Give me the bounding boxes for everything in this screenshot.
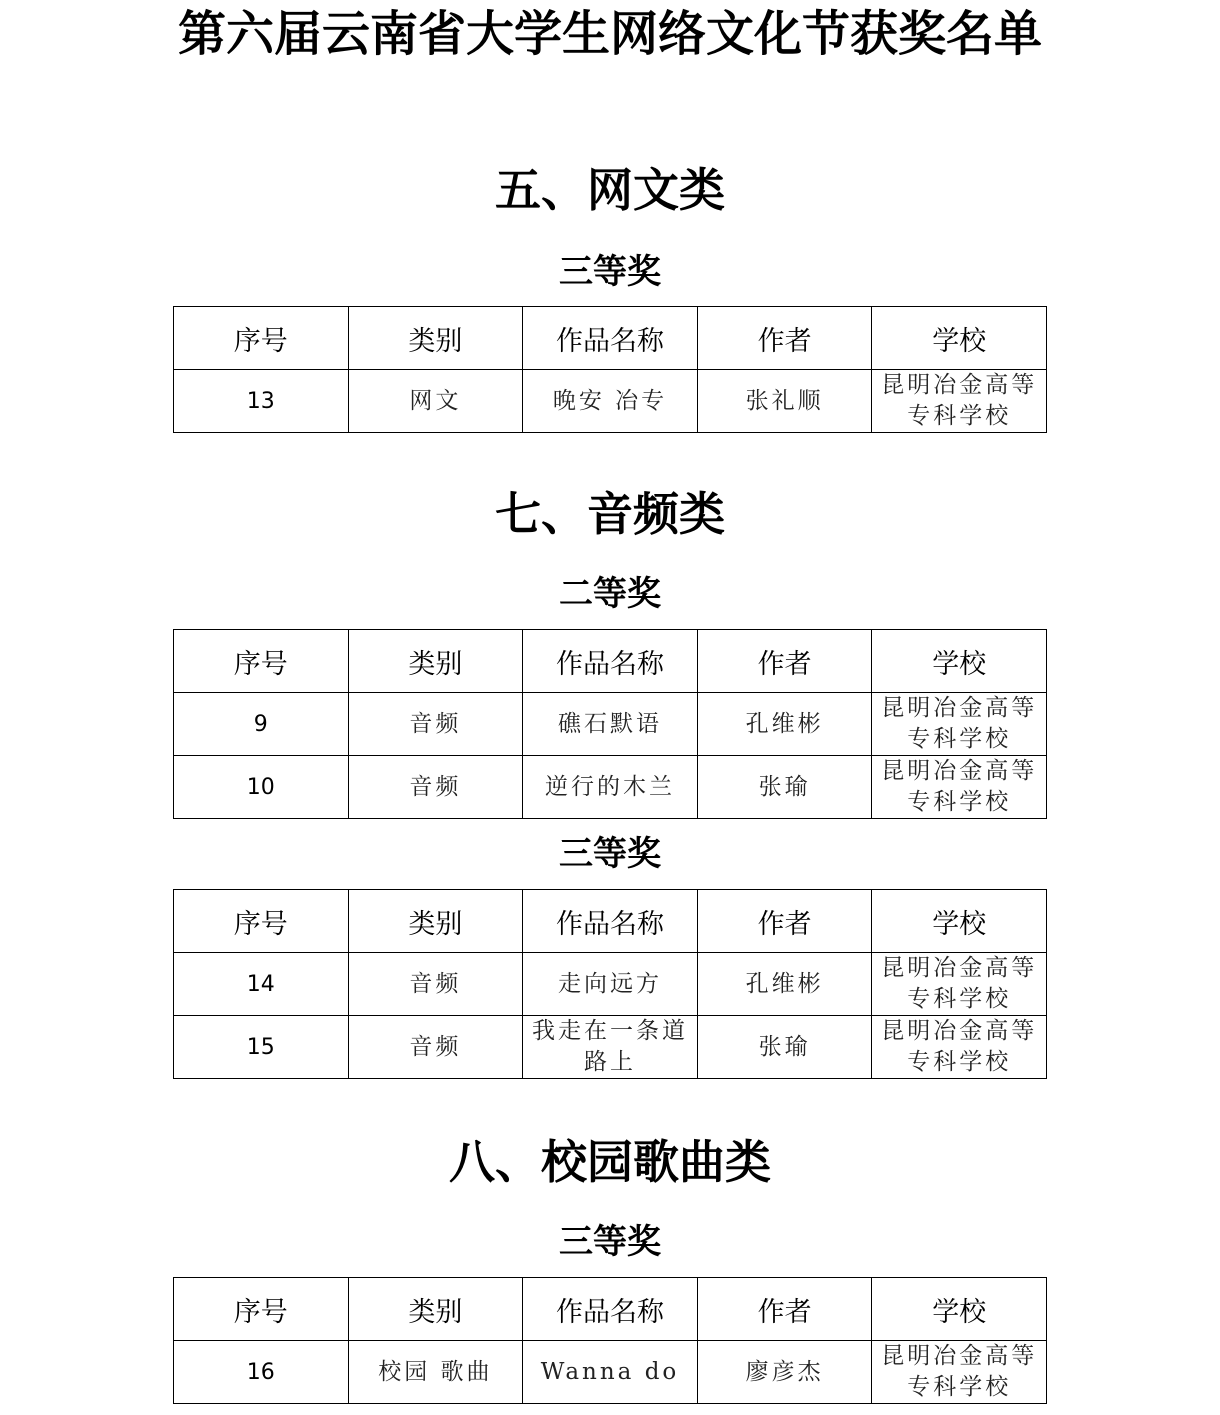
table-header-row xyxy=(174,1278,1047,1341)
section-heading-audio: 七、音频类 xyxy=(495,487,725,541)
header-category: 类别 xyxy=(348,1278,523,1341)
section-heading-web-literature: 五、网文类 xyxy=(495,163,725,217)
cell-no: 9 xyxy=(174,693,349,756)
cell-work: 走向远方 xyxy=(523,953,698,1016)
cell-school: 昆明冶金高等专科学校 xyxy=(872,1016,1047,1079)
cell-school: 昆明冶金高等专科学校 xyxy=(872,370,1047,433)
table-row xyxy=(174,953,1047,1016)
header-work: 作品名称 xyxy=(523,630,698,693)
table-header-row xyxy=(174,890,1047,953)
award-table-audio-second xyxy=(173,629,1047,819)
cell-author: 张礼顺 xyxy=(697,370,872,433)
table-header-row xyxy=(174,630,1047,693)
award-table-web-literature-third xyxy=(173,306,1047,433)
header-author: 作者 xyxy=(697,1278,872,1341)
table-row xyxy=(174,1016,1047,1079)
header-no: 序号 xyxy=(174,890,349,953)
cell-no: 16 xyxy=(174,1341,349,1404)
award-table-audio-third xyxy=(173,889,1047,1079)
header-category: 类别 xyxy=(348,890,523,953)
cell-school: 昆明冶金高等专科学校 xyxy=(872,693,1047,756)
cell-category: 音频 xyxy=(348,693,523,756)
cell-school: 昆明冶金高等专科学校 xyxy=(872,1341,1047,1404)
cell-author: 张瑜 xyxy=(697,756,872,819)
cell-work: 逆行的木兰 xyxy=(523,756,698,819)
prize-heading-second: 二等奖 xyxy=(559,574,661,614)
header-work: 作品名称 xyxy=(523,1278,698,1341)
table-header-row xyxy=(174,307,1047,370)
header-school: 学校 xyxy=(872,890,1047,953)
header-category: 类别 xyxy=(348,630,523,693)
header-no: 序号 xyxy=(174,630,349,693)
cell-no: 14 xyxy=(174,953,349,1016)
header-school: 学校 xyxy=(872,630,1047,693)
cell-category: 音频 xyxy=(348,1016,523,1079)
cell-work: Wanna do xyxy=(523,1341,698,1404)
cell-school: 昆明冶金高等专科学校 xyxy=(872,953,1047,1016)
cell-work: 礁石默语 xyxy=(523,693,698,756)
prize-heading-third: 三等奖 xyxy=(559,834,661,874)
header-work: 作品名称 xyxy=(523,890,698,953)
table-row xyxy=(174,1341,1047,1404)
cell-no: 10 xyxy=(174,756,349,819)
cell-category: 校园 歌曲 xyxy=(348,1341,523,1404)
header-author: 作者 xyxy=(697,630,872,693)
cell-author: 张瑜 xyxy=(697,1016,872,1079)
header-category: 类别 xyxy=(348,307,523,370)
header-school: 学校 xyxy=(872,307,1047,370)
cell-no: 15 xyxy=(174,1016,349,1079)
header-no: 序号 xyxy=(174,1278,349,1341)
cell-category: 网文 xyxy=(348,370,523,433)
prize-heading-third: 三等奖 xyxy=(559,252,661,292)
header-work: 作品名称 xyxy=(523,307,698,370)
cell-category: 音频 xyxy=(348,756,523,819)
header-school: 学校 xyxy=(872,1278,1047,1341)
cell-author: 孔维彬 xyxy=(697,693,872,756)
cell-category: 音频 xyxy=(348,953,523,1016)
table-row xyxy=(174,693,1047,756)
header-author: 作者 xyxy=(697,890,872,953)
header-no: 序号 xyxy=(174,307,349,370)
cell-author: 孔维彬 xyxy=(697,953,872,1016)
table-row xyxy=(174,756,1047,819)
cell-school: 昆明冶金高等专科学校 xyxy=(872,756,1047,819)
section-heading-campus-song: 八、校园歌曲类 xyxy=(449,1135,771,1189)
cell-work: 晚安 冶专 xyxy=(523,370,698,433)
document-title: 第六届云南省大学生网络文化节获奖名单 xyxy=(177,6,1042,62)
prize-heading-third: 三等奖 xyxy=(559,1222,661,1262)
cell-work: 我走在一条道路上 xyxy=(523,1016,698,1079)
cell-author: 廖彦杰 xyxy=(697,1341,872,1404)
award-table-campus-song-third xyxy=(173,1277,1047,1404)
header-author: 作者 xyxy=(697,307,872,370)
table-row xyxy=(174,370,1047,433)
cell-no: 13 xyxy=(174,370,349,433)
